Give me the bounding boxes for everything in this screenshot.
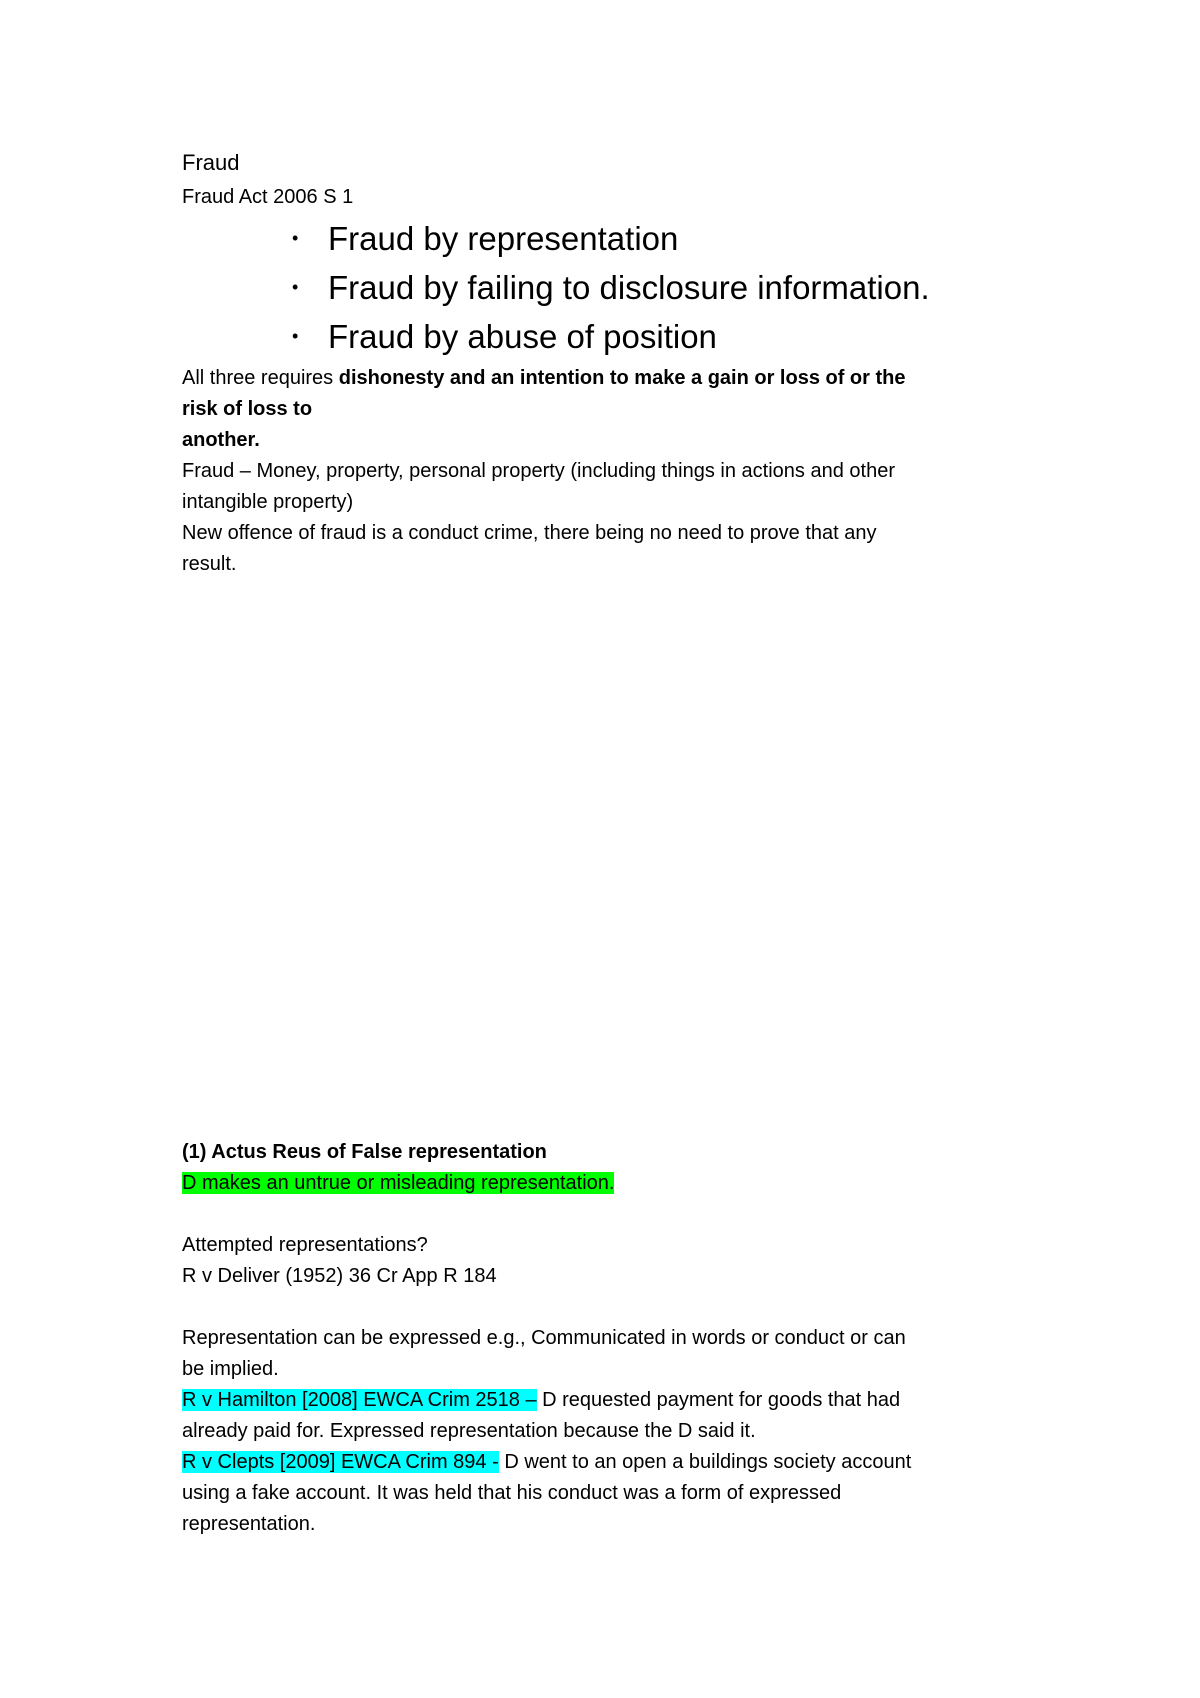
intro-line [182,368,906,388]
case-citation: R v Deliver (1952) 36 Cr App R 184 [182,1265,497,1287]
intro-bold-text: dishonesty and an intention to make a gain or loss of or the [338,367,906,389]
hamilton-case-line: already paid for. Expressed representation because the D said it. [182,1420,756,1442]
clepts-case-line: using a fake account. It was held that his conduct was a form of expressed [182,1482,842,1504]
intro-line: another. [182,429,260,451]
hamilton-case-line [182,1390,900,1410]
expressed-line: be implied. [182,1358,279,1380]
conduct-crime-line: result. [182,553,237,575]
case-text: D requested payment for goods that had [536,1389,901,1411]
act-reference: Fraud Act 2006 S 1 [182,186,354,208]
bullet-text: Fraud by failing to disclosure information. [328,269,930,306]
clepts-case-line: representation. [182,1513,316,1535]
section-heading: (1) Actus Reus of False representation [182,1141,547,1163]
highlighted-rule-line [182,1173,614,1193]
expressed-line: Representation can be expressed e.g., Communicated in words or conduct or can [182,1327,906,1349]
bullet-text: Fraud by abuse of position [328,318,717,355]
bullet-dot-icon: • [292,277,299,298]
doc-title: Fraud [182,150,240,175]
fraud-definition-line: Fraud – Money, property, personal property (including things in actions and other [182,460,895,482]
fraud-definition-line: intangible property) [182,491,354,513]
conduct-crime-line: New offence of fraud is a conduct crime, there being no need to prove that any [182,522,877,544]
bullet-dot-icon: • [292,326,299,347]
cyan-highlight-citation: R v Hamilton [2008] EWCA Crim 2518 – [182,1389,537,1411]
bullet-text: Fraud by representation [328,220,679,257]
intro-text: All three requires [182,367,339,389]
clepts-case-line [182,1452,911,1472]
bullet-item [292,320,717,353]
bullet-item [292,271,930,304]
attempted-question: Attempted representations? [182,1234,428,1256]
green-highlight-text: D makes an untrue or misleading representation. [182,1172,615,1194]
bullet-item [292,222,678,255]
intro-line: risk of loss to [182,398,313,420]
cyan-highlight-citation: R v Clepts [2009] EWCA Crim 894 - [182,1451,499,1473]
bullet-dot-icon: • [292,228,299,249]
case-text: D went to an open a buildings society account [498,1451,912,1473]
